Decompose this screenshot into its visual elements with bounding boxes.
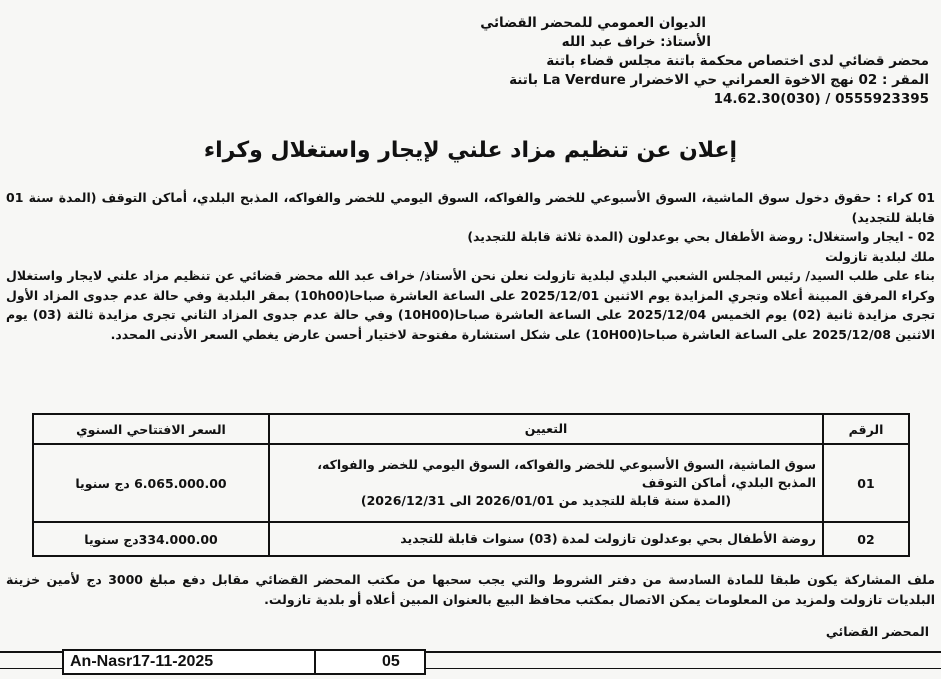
- publication-name-date: An-Nasr17-11-2025: [64, 651, 316, 673]
- header-designation: التعيين: [269, 414, 823, 444]
- row-number: 02: [823, 522, 909, 556]
- header-office-name: الديوان العمومي للمحضر القضائي: [480, 15, 706, 31]
- row-designation-period: (المدة سنة قابلة للتجديد من 2026/01/01 الى 2026/12/31): [360, 493, 732, 508]
- table-header-row: [33, 414, 909, 444]
- table-row: [33, 522, 909, 556]
- header-address: المقر : 02 نهج الاخوة العمراني حي الاخضرار La Verdure باتنة: [509, 72, 929, 88]
- publication-bar: [62, 649, 426, 675]
- item-1-text: 01 كراء : حقوق دخول سوق الماشية، السوق الأسبوعي للخضر والفواكه، السوق اليومي للخضر والفواكه، المذبح البلدي، أماكن التوقف (المدة سنة 01 قابلة للتجديد): [6, 190, 935, 225]
- header-phone: 0555923395 / (030)14.62.30: [713, 91, 929, 107]
- row-number: 01: [823, 444, 909, 522]
- participation-note: ملف المشاركة يكون طبقا للمادة السادسة من دفتر الشروط والتي يجب سحبها من مكتب المحضر القضائي مقابل دفع مبلغ 3000 دج لأمين خزينة البلديات تازولت ولمزيد من المعلومات يمكن الاتصال بمكتب محافظ البيع بالعنوان المبين أعلاه أو بلدية تازولت.: [6, 572, 935, 607]
- header-bailiff-name: الأستاذ: خراف عبد الله: [561, 34, 711, 50]
- row-price: 6.065.000.00 دج سنويا: [33, 444, 269, 522]
- notice-title: إعلان عن تنظيم مزاد علني لإيجار واستغلال وكراء: [203, 138, 738, 163]
- row-designation-line: روضة الأطفال بحي بوعدلون تازولت لمدة (03) سنوات قابلة للتجديد: [400, 531, 816, 546]
- items-table: [32, 413, 910, 557]
- owner-line: ملك لبلدية تازولت: [825, 248, 935, 264]
- header-number: الرقم: [823, 414, 909, 444]
- office-header: [260, 14, 941, 109]
- row-designation: [269, 444, 823, 522]
- row-designation-line: سوق الماشية، السوق الأسبوعي للخضر والفواكه، السوق اليومي للخضر والفواكه، المذبح البلدي، أماكن التوقف: [317, 457, 816, 490]
- notice-paragraph: بناء على طلب السيد/ رئيس المجلس الشعبي البلدي لبلدية تازولت نعلن نحن الأستاذ/ خراف عبد الله محضر قضائي عن تنظيم مزاد علني لايجار واستغلال وكراء المرفق المبينة أعلاه وتجري المزايدة يوم الاثنين 2025/12/01 على الساعة العاشرة صباحا(10h00) بمقر البلدية وفي حالة عدم جدوى المزاد الأول تجرى مزايدة ثانية (02) يوم الخميس 2025/12/04 على الساعة العاشرة صباحا(10H00) وفي حالة عدم جدوى المزاد الثاني تجرى مزايدة ثالثة (03) يوم الاثنين 2025/12/08 على الساعة العاشرة صباحا(10H00) على شكل استشارة مفتوحة لاختيار أحسن عارض يغطي السعر الأدنى المحدد.: [6, 268, 936, 342]
- row-designation: [269, 522, 823, 556]
- header-price: السعر الافتتاحي السنوي: [33, 414, 269, 444]
- notice-body: [6, 188, 935, 344]
- table-row: [33, 444, 909, 522]
- item-2-text: 02 - ايجار واستغلال: روضة الأطفال بحي بوعدلون (المدة ثلاثة قابلة للتجديد): [467, 229, 935, 244]
- header-jurisdiction: محضر قضائي لدى اختصاص محكمة باتنة مجلس قضاء باتنة: [546, 53, 929, 69]
- row-price: 334.000.00دج سنويا: [33, 522, 269, 556]
- signature: المحضر القضائي: [825, 624, 929, 639]
- page-number: 05: [382, 653, 400, 670]
